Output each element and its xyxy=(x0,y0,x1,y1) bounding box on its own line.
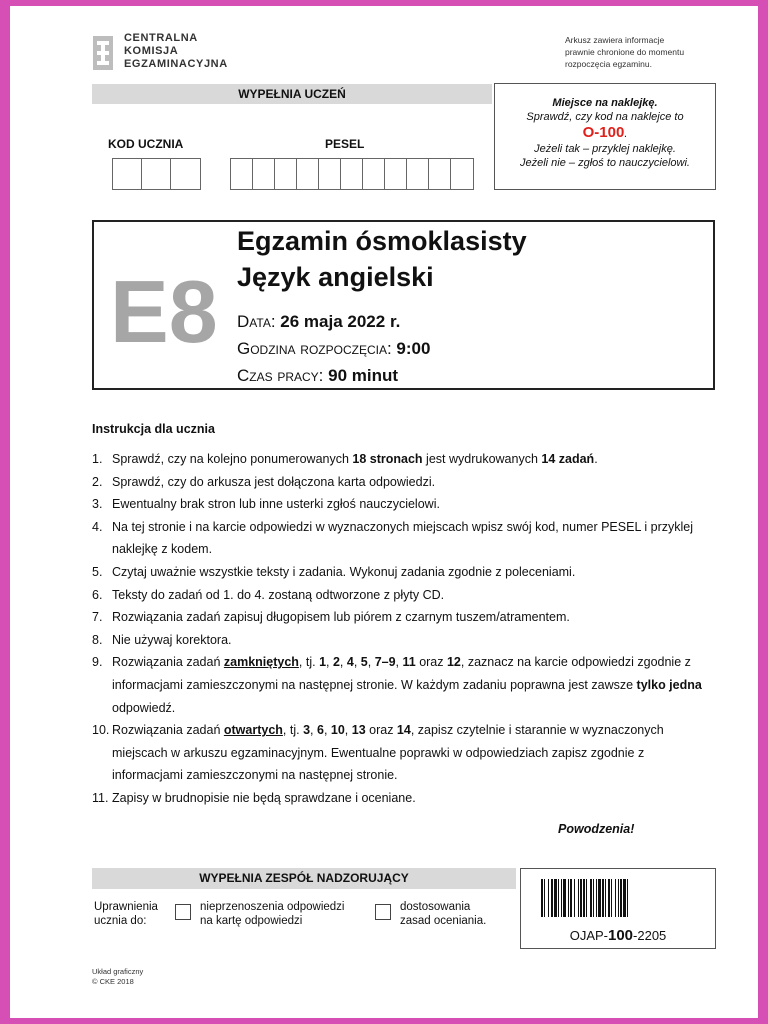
instruction-text: otwartych xyxy=(223,723,283,738)
instruction-text: , xyxy=(323,723,331,738)
barcode-bar xyxy=(548,879,549,917)
exam-code: OJAP-100-2205 xyxy=(569,927,667,944)
instruction-text: oraz xyxy=(415,655,447,670)
instruction-item xyxy=(92,651,702,719)
instruction-text: , xyxy=(339,655,347,670)
barcode-bar xyxy=(561,879,562,917)
instruction-number: 6. xyxy=(92,587,103,602)
sticker-title: Miejsce na naklejkę. xyxy=(552,97,658,109)
cke-logo-icon xyxy=(93,36,113,70)
pesel-digit-box[interactable] xyxy=(429,159,451,189)
instruction-text: Nie używaj korektora. xyxy=(112,632,232,647)
barcode-bar xyxy=(583,879,585,917)
instructions-list xyxy=(92,448,702,810)
barcode-bar xyxy=(602,879,604,917)
instruction-text: , xyxy=(326,655,333,670)
instruction-text: , zapisz czytelnie i starannie w wyznaczonych miejscach w arkuszu egzaminacyjnym. Ewentualne poprawki w odpowiedziach zapisz zgodnie z informacjami zamieszczonymi na następnej stronie. xyxy=(112,723,664,783)
adjusted-grading-checkbox[interactable] xyxy=(375,904,391,920)
instruction-text: , xyxy=(344,723,352,738)
sticker-code-suffix: . xyxy=(624,128,628,140)
instruction-item xyxy=(92,471,702,494)
instruction-text: 4 xyxy=(346,655,354,670)
instruction-item xyxy=(92,516,702,561)
exam-start-time: Godzina rozpoczęcia: 9:00 xyxy=(237,339,431,358)
instruction-text: 13 xyxy=(351,723,366,738)
barcode-bar xyxy=(618,879,619,917)
instruction-text: Teksty do zadań od 1. do 4. zostaną odtworzone z płyty CD. xyxy=(112,587,445,602)
instruction-text: Sprawdź, czy do arkusza jest dołączona karta odpowiedzi. xyxy=(112,474,436,489)
pesel-digit-box[interactable] xyxy=(275,159,297,189)
sticker-area[interactable] xyxy=(494,83,716,190)
instruction-number: 7. xyxy=(92,610,103,625)
instruction-item xyxy=(92,606,702,629)
exam-date: Data: 26 maja 2022 r. xyxy=(237,312,401,331)
instruction-text: , tj. xyxy=(282,723,304,738)
instruction-text: 14 xyxy=(396,723,411,738)
barcode-bar xyxy=(627,879,628,917)
instruction-number: 11. xyxy=(92,790,109,805)
code-digit-box[interactable] xyxy=(171,159,200,189)
instruction-number: 5. xyxy=(92,564,103,579)
instruction-number: 1. xyxy=(92,452,103,466)
instruction-item xyxy=(92,629,702,652)
footer-credits: Układ graficzny © CKE 2018 xyxy=(92,967,144,986)
instruction-text: 11 xyxy=(402,655,416,670)
pesel-digit-box[interactable] xyxy=(341,159,363,189)
instruction-text: Rozwiązania zadań zapisuj długopisem lub piórem z czarnym tuszem/atramentem. xyxy=(112,610,570,625)
barcode-bar xyxy=(580,879,582,917)
instruction-text: Rozwiązania zadań xyxy=(112,655,224,670)
pesel-digit-box[interactable] xyxy=(319,159,341,189)
sticker-line2: Jeżeli tak – przyklej naklejkę. xyxy=(534,143,676,155)
instruction-text: 18 stronach xyxy=(352,452,423,466)
instruction-number: 9. xyxy=(92,655,103,670)
exam-duration: Czas pracy: 90 minut xyxy=(237,366,399,385)
instruction-text: 14 zadań xyxy=(541,452,595,466)
barcode-bar xyxy=(544,879,545,917)
barcode-bar xyxy=(554,879,557,917)
barcode-bar xyxy=(563,879,566,917)
no-transfer-label: nieprzenoszenia odpowiedzi na kartę odpowiedzi xyxy=(200,901,345,927)
instruction-item xyxy=(92,561,702,584)
instruction-item xyxy=(92,448,702,471)
barcode-bar xyxy=(541,879,543,917)
instruction-text: , xyxy=(353,655,361,670)
instruction-text: jest wydrukowanych xyxy=(422,452,542,466)
exam-title-box xyxy=(92,220,715,390)
barcode-bar xyxy=(620,879,622,917)
instruction-text: 2 xyxy=(332,655,340,670)
code-digit-box[interactable] xyxy=(113,159,142,189)
pesel-digit-box[interactable] xyxy=(231,159,253,189)
good-luck-text: Powodzenia! xyxy=(558,822,635,836)
code-digit-box[interactable] xyxy=(142,159,171,189)
instruction-text: Zapisy w brudnopisie nie będą sprawdzane i oceniane. xyxy=(112,790,416,805)
exam-subject: Język angielski xyxy=(237,262,434,292)
institution-name: CENTRALNA KOMISJA EGZAMINACYJNA xyxy=(124,32,228,70)
barcode-bar xyxy=(578,879,579,917)
pesel-field[interactable] xyxy=(230,158,474,190)
instruction-text: Rozwiązania zadań xyxy=(112,723,224,738)
instructions-title: Instrukcja dla ucznia xyxy=(92,422,215,436)
instruction-text: Ewentualny brak stron lub inne usterki zgłoś nauczycielowi. xyxy=(112,497,440,512)
sticker-line3: Jeżeli nie – zgłoś to nauczycielowi. xyxy=(520,157,690,169)
instruction-item xyxy=(92,493,702,516)
barcode-bar xyxy=(574,879,575,917)
instruction-text: 12 xyxy=(446,655,461,670)
instruction-text: Czytaj uważnie wszystkie teksty i zadania. Wykonuj zadania zgodnie z poleceniami. xyxy=(112,564,576,579)
barcode-box xyxy=(520,868,716,949)
barcode-bar xyxy=(570,879,572,917)
instruction-number: 8. xyxy=(92,632,103,647)
instruction-text: , xyxy=(395,655,403,670)
instruction-text: 6 xyxy=(316,723,324,738)
adjusted-grading-label: dostosowania zasad oceniania. xyxy=(400,901,487,927)
instruction-text: , zaznacz na karcie odpowiedzi zgodnie z informacjami zamieszczonymi na następnej stronie. W każdym zadaniu poprawna jest zawsze xyxy=(112,655,691,692)
barcode-bar xyxy=(568,879,569,917)
pesel-digit-box[interactable] xyxy=(451,159,473,189)
instruction-item xyxy=(92,787,702,810)
sticker-code: O-100 xyxy=(582,124,625,141)
student-code-label: KOD UCZNIA xyxy=(108,137,184,151)
barcode-bar xyxy=(586,879,587,917)
instruction-text: 7–9 xyxy=(374,655,396,670)
instruction-number: 3. xyxy=(92,497,103,512)
instruction-text: , tj. xyxy=(298,655,320,670)
instruction-text: oraz xyxy=(365,723,397,738)
supervisor-fill-bar: WYPEŁNIA ZESPÓŁ NADZORUJĄCY xyxy=(92,868,516,889)
instruction-number: 2. xyxy=(92,474,103,489)
exam-page xyxy=(10,6,758,1018)
student-fill-bar: WYPEŁNIA UCZEŃ xyxy=(92,84,492,104)
instruction-text: 10 xyxy=(330,723,345,738)
pesel-digit-box[interactable] xyxy=(363,159,385,189)
instruction-number: 4. xyxy=(92,519,103,534)
pesel-digit-box[interactable] xyxy=(253,159,275,189)
barcode-bar xyxy=(598,879,601,917)
barcode-bar xyxy=(608,879,610,917)
instruction-text: odpowiedź. xyxy=(112,700,176,715)
barcode-bar xyxy=(605,879,606,917)
instruction-text: 3 xyxy=(303,723,311,738)
instruction-text: , xyxy=(367,655,375,670)
student-code-field[interactable] xyxy=(112,158,201,190)
pesel-digit-box[interactable] xyxy=(407,159,429,189)
pesel-label: PESEL xyxy=(325,137,365,151)
instruction-text: zamkniętych xyxy=(223,655,299,670)
e8-badge-text: E8 xyxy=(110,270,218,348)
exam-title: Egzamin ósmoklasisty xyxy=(237,226,527,256)
barcode-icon xyxy=(539,879,699,917)
pesel-digit-box[interactable] xyxy=(297,159,319,189)
instruction-text: , xyxy=(310,723,317,738)
instruction-text: tylko jedna xyxy=(636,677,702,692)
instruction-text: 1 xyxy=(319,655,327,670)
pesel-digit-box[interactable] xyxy=(385,159,407,189)
sticker-line1: Sprawdź, czy kod na naklejce to xyxy=(526,111,684,123)
barcode-bar xyxy=(551,879,553,917)
e8-badge-icon xyxy=(110,270,220,348)
barcode-bar xyxy=(615,879,616,917)
instruction-number: 10. xyxy=(92,723,110,738)
barcode-bar xyxy=(611,879,612,917)
instruction-item xyxy=(92,719,702,787)
instruction-text: 5 xyxy=(360,655,368,670)
barcode-bar xyxy=(558,879,559,917)
permissions-label: Uprawnienia ucznia do: xyxy=(94,901,158,927)
barcode-bar xyxy=(623,879,626,917)
instruction-text: . xyxy=(594,452,598,466)
barcode-bar xyxy=(593,879,594,917)
legal-note: Arkusz zawiera informacje prawnie chronione do momentu rozpoczęcia egzaminu. xyxy=(565,35,685,69)
instruction-text: Sprawdź, czy na kolejno ponumerowanych xyxy=(112,452,353,466)
barcode-bar xyxy=(590,879,592,917)
instruction-text: Na tej stronie i na karcie odpowiedzi w wyznaczonych miejscach wpisz swój kod, numer PESEL i przyklej naklejkę z kodem. xyxy=(112,519,694,557)
instruction-item xyxy=(92,584,702,607)
no-transfer-checkbox[interactable] xyxy=(175,904,191,920)
barcode-bar xyxy=(596,879,597,917)
